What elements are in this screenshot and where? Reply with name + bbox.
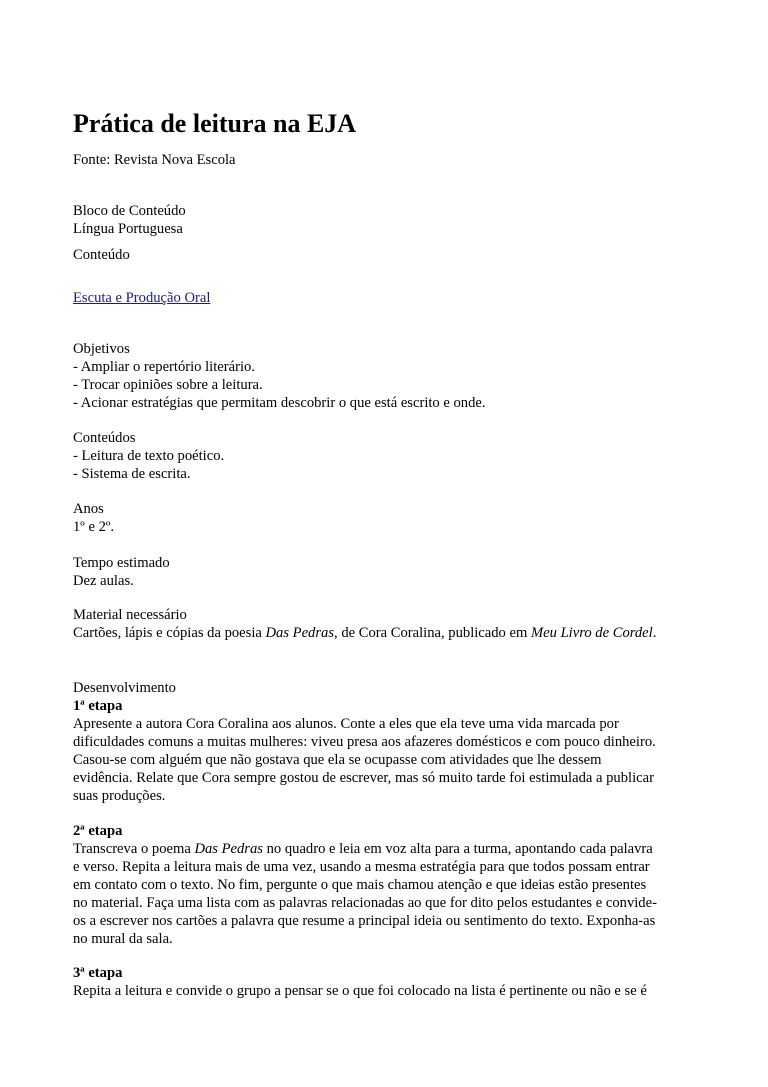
poem-title: Das Pedras xyxy=(194,841,263,857)
desenvolvimento-label: Desenvolvimento xyxy=(73,680,176,696)
paragraph-line: em contato com o texto. No fim, pergunte o que mais chamou atenção e que ideias estão presentes xyxy=(73,877,647,893)
material-label: Material necessário xyxy=(73,607,187,623)
paragraph-line: dificuldades comuns a muitas mulheres: viveu presa aos afazeres domésticos e com pouco dinheiro. xyxy=(73,734,656,750)
conteudo-item: - Leitura de texto poético. xyxy=(73,448,225,464)
objetivo-item: - Trocar opiniões sobre a leitura. xyxy=(73,377,263,393)
objetivos-label: Objetivos xyxy=(73,341,130,357)
objetivo-item: - Ampliar o repertório literário. xyxy=(73,359,255,375)
etapa-heading: 1ª etapa xyxy=(73,698,123,714)
escuta-producao-oral-link[interactable]: Escuta e Produção Oral xyxy=(73,290,211,306)
objetivo-item: - Acionar estratégias que permitam descobrir o que está escrito e onde. xyxy=(73,395,486,411)
paragraph-line: suas produções. xyxy=(73,788,166,804)
etapa2-section xyxy=(73,822,713,948)
paragraph-line: os a escrever nos cartões a palavra que resume a principal ideia ou sentimento do texto. Exponha-as xyxy=(73,913,656,929)
anos-section xyxy=(73,500,713,536)
source-line: Fonte: Revista Nova Escola xyxy=(73,152,236,168)
paragraph-line: Apresente a autora Cora Coralina aos alunos. Conte a eles que ela teve uma vida marcada por xyxy=(73,716,619,732)
book-title: Das Pedras xyxy=(265,625,335,641)
tempo-section xyxy=(73,554,713,590)
material-section xyxy=(73,606,713,642)
paragraph-line: Casou-se com alguém que não gostava que ela se ocupasse com atividades que lhe dessem xyxy=(73,752,602,768)
page-title: Prática de leitura na EJA xyxy=(73,109,357,138)
tempo-label: Tempo estimado xyxy=(73,555,170,571)
paragraph-line: Repita a leitura e convide o grupo a pensar se o que foi colocado na lista é pertinente ou não e se é xyxy=(73,983,647,999)
etapa3-section xyxy=(73,964,713,1000)
bloco-value: Língua Portuguesa xyxy=(73,221,183,237)
etapa-heading: 2ª etapa xyxy=(73,823,123,839)
conteudo-label: Conteúdo xyxy=(73,247,130,263)
paragraph-line: evidência. Relate que Cora sempre gostou de escrever, mas só muito tarde foi estimulada a publicar xyxy=(73,770,654,786)
paragraph-line: no mural da sala. xyxy=(73,931,173,947)
conteudo-section xyxy=(73,289,713,307)
etapa-heading: 3ª etapa xyxy=(73,965,123,981)
desenvolvimento-section xyxy=(73,679,713,805)
objetivos-section xyxy=(73,340,713,412)
material-text: Cartões, lápis e cópias da poesia Das Pedras, de Cora Coralina, publicado em Meu Livro de Cordel. xyxy=(73,625,657,641)
tempo-value: Dez aulas. xyxy=(73,573,134,589)
paragraph-line: no material. Faça uma lista com as palavras relacionadas ao que for dito pelos estudantes e convide- xyxy=(73,895,657,911)
book-title: Meu Livro de Cordel xyxy=(530,625,653,641)
paragraph-line: Transcreva o poema Das Pedras no quadro e leia em voz alta para a turma, apontando cada palavra xyxy=(73,841,653,857)
bloco-label: Bloco de Conteúdo xyxy=(73,203,186,219)
anos-value: 1º e 2º. xyxy=(73,519,115,535)
anos-label: Anos xyxy=(73,501,104,517)
paragraph-line: e verso. Repita a leitura mais de uma vez, usando a mesma estratégia para que todos possam entrar xyxy=(73,859,650,875)
conteudo-item: - Sistema de escrita. xyxy=(73,466,191,482)
bloco-section xyxy=(73,202,713,238)
conteudos-label: Conteúdos xyxy=(73,430,136,446)
conteudos-section xyxy=(73,429,713,483)
